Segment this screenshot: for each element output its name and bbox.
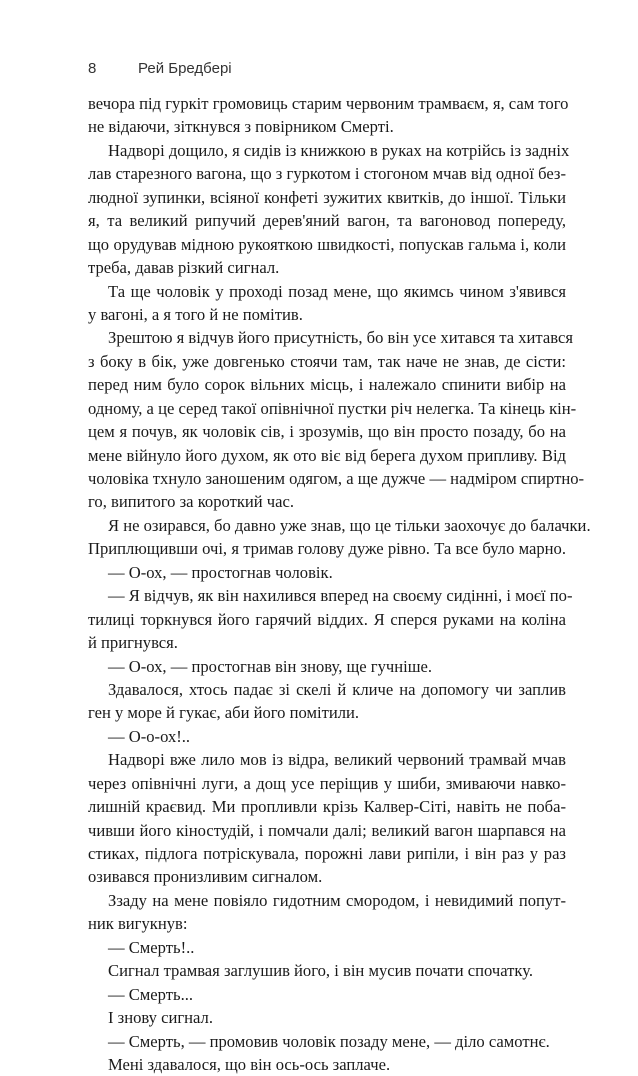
text-line: тилиці торкнувся його гарячий віддих. Я сперся руками на коліна bbox=[88, 609, 566, 629]
text-line: Надворі вже лило мов із відра, великий червоний трамвай мчав bbox=[108, 750, 566, 770]
text-line: Приплющивши очі, я тримав голову дуже рівно. Та все було марно. bbox=[88, 539, 566, 559]
text-line: через опівнічні луги, а дощ усе періщив у шиби, змиваючи навко- bbox=[88, 773, 566, 793]
text-line: — Я відчув, як він нахилився вперед на своєму сидінні, і моєї по- bbox=[108, 586, 573, 606]
body-text bbox=[88, 92, 591, 1076]
text-line: Надворі дощило, я сидів із книжкою в руках на котрійсь із задніх bbox=[108, 140, 570, 160]
text-line: — Смерть!.. bbox=[108, 937, 195, 957]
text-line: Сигнал трамвая заглушив його, і він мусив почати спочатку. bbox=[108, 961, 534, 981]
text-line: чивши його кіностудій, і помчали далі; великий вагон шарпався на bbox=[88, 820, 566, 840]
text-line: ник вигукнув: bbox=[88, 914, 188, 934]
text-line: не відаючи, зіткнувся з повірником Смерті. bbox=[88, 117, 394, 137]
text-line: чоловіка тхнуло заношеним одягом, а ще дужче — надміром спиртно- bbox=[88, 469, 585, 488]
text-line: цем я почув, як чоловік сів, і зрозумів, що він просто позаду, бо на bbox=[88, 422, 566, 442]
page-number: 8 bbox=[88, 60, 97, 77]
text-line: — О-ох, — простогнав він знову, ще гучніше. bbox=[108, 656, 433, 676]
author-name: Рей Бредбері bbox=[138, 60, 232, 77]
text-line: Здавалося, хтось падає зі скелі й кличе на допомогу чи заплив bbox=[108, 679, 566, 699]
text-line: — Смерть... bbox=[108, 984, 194, 1004]
text-line: — О-ох, — простогнав чоловік. bbox=[108, 562, 333, 582]
text-line: вечора під гуркіт громовиць старим червоним трамваєм, я, сам того bbox=[88, 94, 569, 113]
running-head bbox=[88, 60, 232, 77]
text-line: з боку в бік, уже довгенько стоячи там, так наче не знав, де сісти: bbox=[88, 351, 566, 371]
text-line: — Смерть, — промовив чоловік позаду мене, — діло самотнє. bbox=[108, 1031, 550, 1051]
text-line: озивався пронизливим сигналом. bbox=[88, 867, 323, 887]
text-line: Ззаду на мене повіяло гидотним смородом, і невидимий попут- bbox=[108, 890, 566, 910]
text-line: — О-о-ох!.. bbox=[108, 726, 191, 746]
text-line: го, випитого за короткий час. bbox=[88, 492, 295, 512]
text-line: мене війнуло його духом, як ото віє від берега духом припливу. Від bbox=[88, 445, 566, 465]
text-line: Та ще чоловік у проході позад мене, що якимсь чином з'явився bbox=[108, 281, 566, 301]
text-line: лав старезного вагона, що з гуркотом і стогоном мчав від одної без- bbox=[88, 164, 566, 184]
text-line: стиках, підлога потріскувала, порожні лави рипіли, і він раз у раз bbox=[88, 844, 566, 863]
text-line: людної зупинки, всіяної конфеті зужитих квитків, до іншої. Тільки bbox=[88, 187, 566, 207]
text-line: у вагоні, а я того й не помітив. bbox=[88, 304, 303, 324]
text-line: лишній краєвид. Ми пропливли крізь Калвер-Сіті, навіть не поба- bbox=[88, 797, 566, 817]
text-line: ген у море й гукає, аби його помітили. bbox=[88, 703, 360, 723]
text-line: Я не озирався, бо давно уже знав, що це тільки заохочує до балачки. bbox=[108, 515, 591, 535]
text-line: І знову сигнал. bbox=[108, 1008, 213, 1028]
text-line: перед ним було сорок вільних місць, і належало спинити вибір на bbox=[88, 375, 566, 395]
text-line: я, та великий рипучий дерев'яний вагон, та вагоновод попереду, bbox=[88, 211, 566, 231]
text-line: Зрештою я відчув його присутність, бо він усе хитався та хитався bbox=[108, 328, 573, 348]
text-line: Мені здавалося, що він ось-ось заплаче. bbox=[108, 1054, 391, 1074]
text-line: й пригнувся. bbox=[88, 633, 178, 653]
text-line: одному, а це серед такої опівнічної пустки річ нелегка. Та кінець кін- bbox=[88, 398, 577, 418]
text-line: треба, давав різкий сигнал. bbox=[88, 258, 280, 278]
text-line: що орудував мідною рукояткою швидкості, попускав гальма і, коли bbox=[88, 234, 566, 254]
